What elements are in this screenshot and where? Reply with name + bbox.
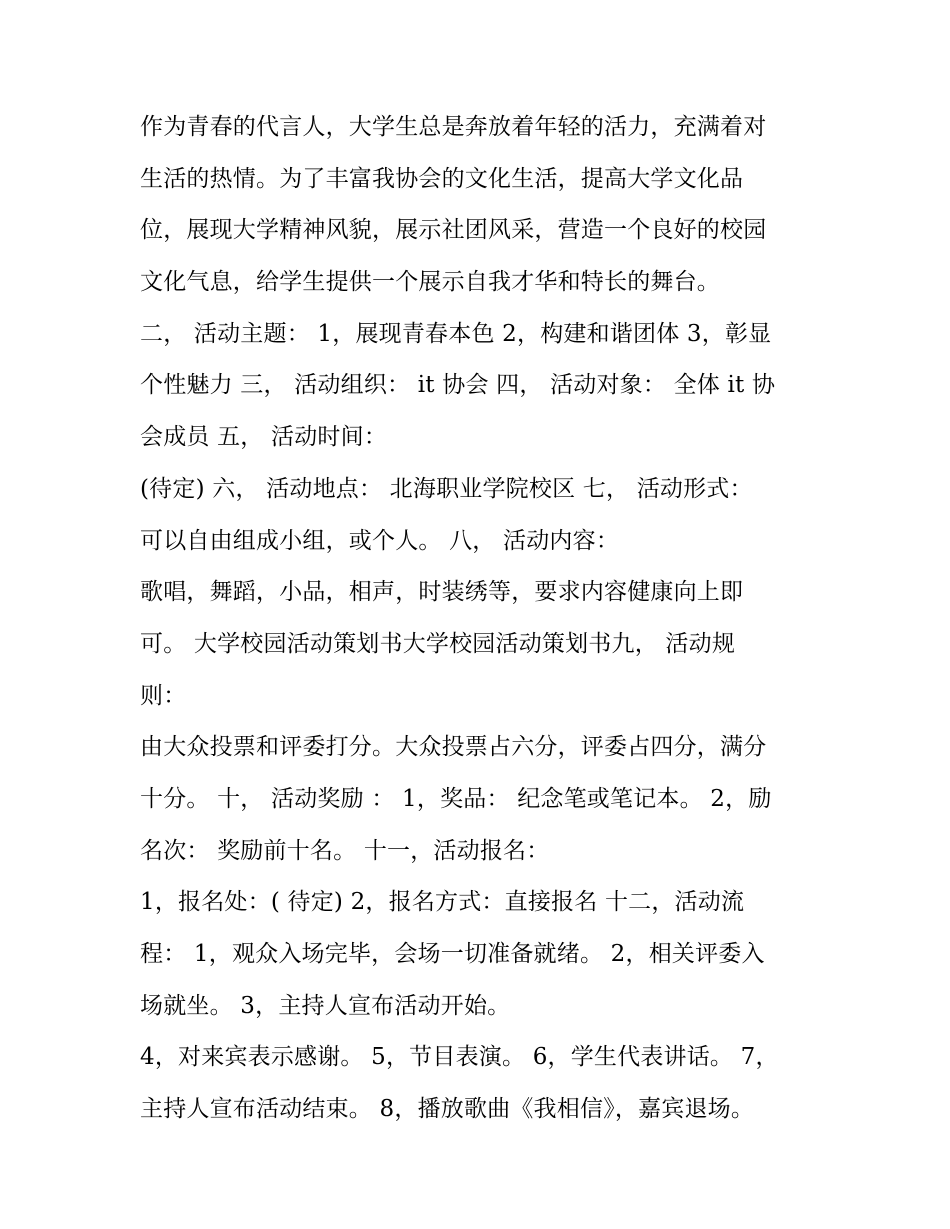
text-line: 歌唱，舞蹈，小品，相声，时装绣等，要求内容健康向上即 [140,579,744,606]
text-line: 可。 大学校园活动策划书大学校园活动策划书九， 活动规 [140,630,736,657]
text-line: 会成员 五， 活动时间： [140,424,388,451]
text-line: 可以自由组成小组，或个人。 八， 活动内容： [140,527,620,554]
text-line: 文化气息，给学生提供一个展示自我才华和特长的舞台。 [140,269,720,296]
text-line: 生活的热情。为了丰富我协会的文化生活，提高大学文化品 [140,165,744,192]
text-line: 由大众投票和评委打分。大众投票占六分，评委占四分，满分 [140,734,767,761]
text-line: (待定) 六， 活动地点： 北海职业学院校区 七， 活动形式： [140,475,753,502]
text-line: 1，报名处：( 待定) 2，报名方式：直接报名 十二，活动流 [140,889,745,916]
text-line: 位，展现大学精神风貌，展示社团风采，营造一个良好的校园 [140,217,767,244]
document-body [140,102,820,1136]
text-line: 个性魅力 三， 活动组织： it 协会 四， 活动对象： 全体 it 协 [140,372,776,399]
text-line: 场就坐。 3，主持人宣布活动开始。 [140,992,511,1019]
text-line: 程： 1，观众入场完毕，会场一切准备就绪。 2，相关评委入 [140,941,765,967]
text-line: 主持人宣布活动结束。 8，播放歌曲《我相信》，嘉宾退场。 [140,1096,755,1123]
text-line: 二， 活动主题： 1，展现青春本色 2，构建和谐团体 3，彰显 [140,320,772,347]
text-line: 十分。 十， 活动奖励 ： 1，奖品： 纪念笔或笔记本。 2，励 [140,785,772,812]
text-line: 4，对来宾表示感谢。 5，节目表演。 6，学生代表讲话。 7， [140,1044,779,1071]
text-line: 名次： 奖励前十名。 十一，活动报名： [140,837,550,864]
text-line: 作为青春的代言人，大学生总是奔放着年轻的活力，充满着对 [140,114,767,140]
text-line: 则： [140,682,187,709]
